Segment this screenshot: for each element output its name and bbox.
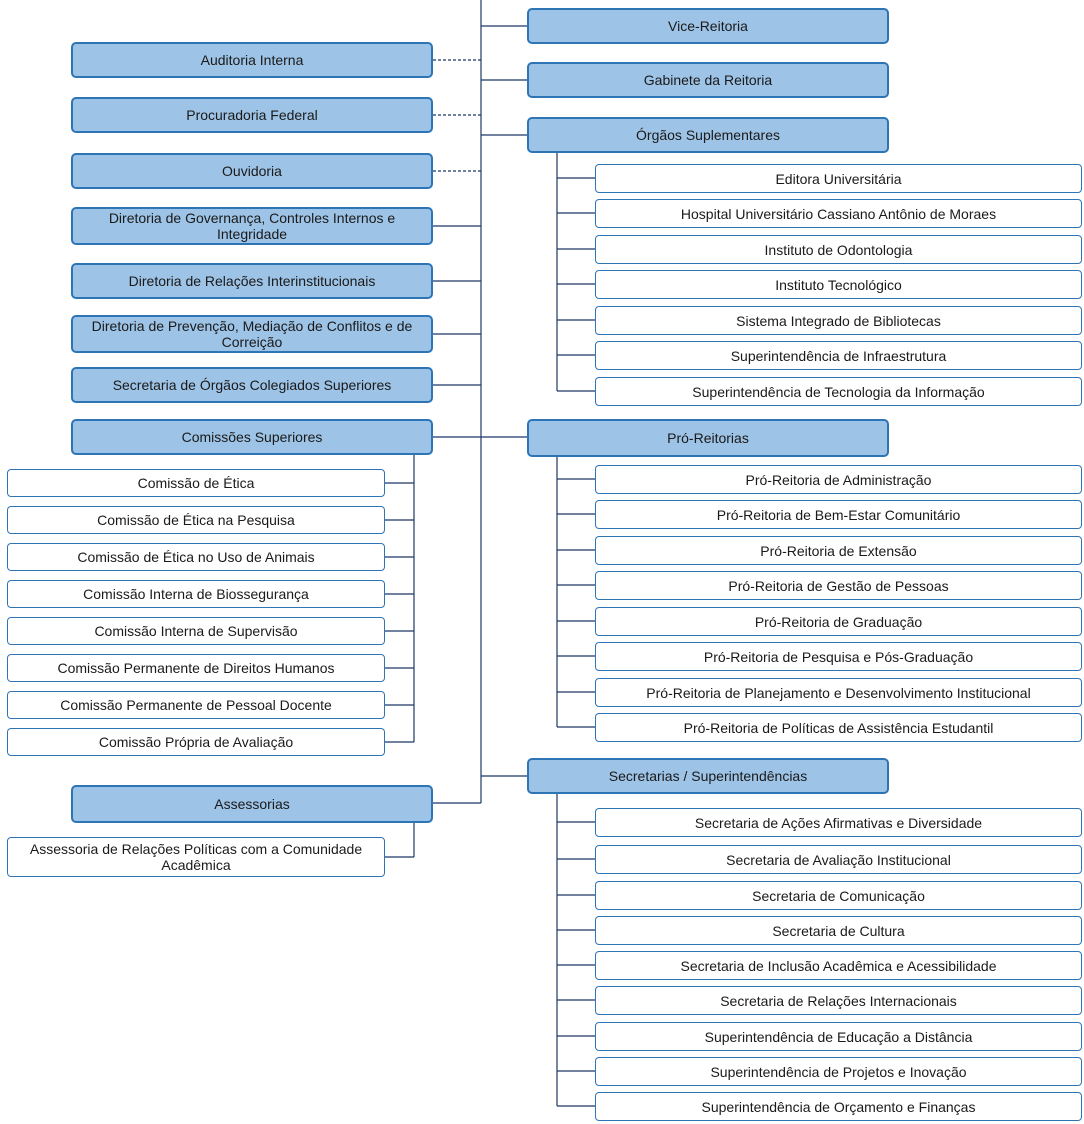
- orgaos-box[interactable]: [527, 117, 889, 153]
- secretaria-item-label: Superintendência de Projetos e Inovação: [710, 1063, 967, 1080]
- secretaria-item-4[interactable]: [595, 951, 1082, 980]
- pro-reitoria-item-4[interactable]: [595, 607, 1082, 636]
- secretaria-item-label: Superintendência de Orçamento e Finanças: [701, 1098, 976, 1115]
- pro-reitoria-item-0[interactable]: [595, 465, 1082, 494]
- assessorias-label: Assessorias: [214, 796, 290, 812]
- orgao-item-label: Editora Universitária: [775, 170, 902, 187]
- pro-reitoria-item-6[interactable]: [595, 678, 1082, 707]
- orgao-item-label: Superintendência de Infraestrutura: [730, 347, 947, 364]
- orgao-item-0[interactable]: [595, 164, 1082, 193]
- pro-reitoria-item-7[interactable]: [595, 713, 1082, 742]
- orgao-item-label: Instituto de Odontologia: [764, 241, 913, 258]
- orgao-item-5[interactable]: [595, 341, 1082, 370]
- comissao-item-6[interactable]: [7, 691, 385, 719]
- ouvidoria-box[interactable]: [71, 153, 433, 189]
- secretaria-item-2[interactable]: [595, 881, 1082, 910]
- auditoria-box[interactable]: [71, 42, 433, 78]
- comissao-item-1[interactable]: [7, 506, 385, 534]
- assessorias-box[interactable]: [71, 785, 433, 823]
- comissao-item-label: Comissão Própria de Avaliação: [98, 734, 294, 750]
- orgao-item-6[interactable]: [595, 377, 1082, 406]
- ouvidoria-label: Ouvidoria: [222, 163, 282, 179]
- gabinete-label: Gabinete da Reitoria: [643, 72, 773, 88]
- pro-reitoria-item-5[interactable]: [595, 642, 1082, 671]
- comissao-item-label: Comissão Permanente de Direitos Humanos: [57, 660, 335, 676]
- dir-relacoes-box[interactable]: [71, 263, 433, 299]
- pro-reitorias-box[interactable]: [527, 419, 889, 457]
- secretaria-item-label: Secretaria de Cultura: [772, 922, 905, 939]
- secretaria-item-6[interactable]: [595, 1022, 1082, 1051]
- comissao-item-label: Comissão de Ética no Uso de Animais: [77, 549, 315, 565]
- pro-reitoria-item-label: Pró-Reitoria de Administração: [745, 471, 932, 488]
- secretaria-item-3[interactable]: [595, 916, 1082, 945]
- pro-reitoria-item-label: Pró-Reitoria de Políticas de Assistência Estudantil: [683, 719, 994, 736]
- comissao-item-4[interactable]: [7, 617, 385, 645]
- comissao-item-label: Comissão de Ética na Pesquisa: [97, 512, 295, 528]
- orgao-item-4[interactable]: [595, 306, 1082, 335]
- secretaria-item-7[interactable]: [595, 1057, 1082, 1086]
- secretaria-colegiados-label: Secretaria de Órgãos Colegiados Superiores: [112, 377, 392, 393]
- vice-reitoria-label: Vice-Reitoria: [668, 18, 748, 34]
- secretaria-item-label: Secretaria de Ações Afirmativas e Diversidade: [694, 814, 983, 831]
- procuradoria-label: Procuradoria Federal: [186, 107, 318, 123]
- comissao-item-label: Comissão Interna de Biossegurança: [83, 586, 309, 602]
- secretaria-colegiados-box[interactable]: [71, 367, 433, 403]
- pro-reitoria-item-3[interactable]: [595, 571, 1082, 600]
- orgao-item-3[interactable]: [595, 270, 1082, 299]
- secretaria-item-label: Superintendência de Educação a Distância: [704, 1028, 973, 1045]
- pro-reitoria-item-label: Pró-Reitoria de Pesquisa e Pós-Graduação: [703, 648, 974, 665]
- secretaria-item-5[interactable]: [595, 986, 1082, 1015]
- secretarias-label: Secretarias / Superintendências: [608, 768, 808, 784]
- dir-prevencao-label: Diretoria de Prevenção, Mediação de Conflitos e de Correição: [91, 318, 413, 350]
- secretaria-item-0[interactable]: [595, 808, 1082, 837]
- secretarias-box[interactable]: [527, 758, 889, 794]
- assessoria-item-label: Assessoria de Relações Políticas com a Comunidade Acadêmica: [29, 841, 363, 873]
- secretaria-item-label: Secretaria de Relações Internacionais: [720, 992, 957, 1009]
- orgaos-label: Órgãos Suplementares: [636, 127, 780, 143]
- comissao-item-label: Comissão Permanente de Pessoal Docente: [60, 697, 332, 713]
- secretaria-item-8[interactable]: [595, 1092, 1082, 1121]
- secretaria-item-label: Secretaria de Inclusão Acadêmica e Acessibilidade: [680, 957, 997, 974]
- comissao-item-7[interactable]: [7, 728, 385, 756]
- dir-governanca-label: Diretoria de Governança, Controles Internos e Integridade: [108, 210, 396, 242]
- orgao-item-label: Hospital Universitário Cassiano Antônio de Moraes: [680, 205, 997, 222]
- pro-reitoria-item-label: Pró-Reitoria de Extensão: [760, 542, 917, 559]
- pro-reitoria-item-label: Pró-Reitoria de Gestão de Pessoas: [728, 577, 949, 594]
- comissoes-box[interactable]: [71, 419, 433, 455]
- secretaria-item-label: Secretaria de Avaliação Institucional: [726, 851, 951, 868]
- orgao-item-2[interactable]: [595, 235, 1082, 264]
- pro-reitorias-label: Pró-Reitorias: [667, 430, 749, 446]
- comissao-item-label: Comissão de Ética: [137, 475, 255, 491]
- pro-reitoria-item-2[interactable]: [595, 536, 1082, 565]
- comissoes-label: Comissões Superiores: [181, 429, 323, 445]
- secretaria-item-label: Secretaria de Comunicação: [752, 887, 925, 904]
- vice-reitoria-box[interactable]: [527, 8, 889, 44]
- dir-governanca-box[interactable]: [71, 207, 433, 245]
- dir-prevencao-box[interactable]: [71, 315, 433, 353]
- procuradoria-box[interactable]: [71, 97, 433, 133]
- comissao-item-label: Comissão Interna de Supervisão: [94, 623, 298, 639]
- pro-reitoria-item-label: Pró-Reitoria de Graduação: [754, 613, 923, 630]
- comissao-item-0[interactable]: [7, 469, 385, 497]
- pro-reitoria-item-1[interactable]: [595, 500, 1082, 529]
- orgao-item-label: Superintendência de Tecnologia da Informação: [692, 383, 985, 400]
- comissao-item-3[interactable]: [7, 580, 385, 608]
- comissao-item-2[interactable]: [7, 543, 385, 571]
- dir-relacoes-label: Diretoria de Relações Interinstitucionais: [128, 273, 376, 289]
- gabinete-box[interactable]: [527, 62, 889, 98]
- secretaria-item-1[interactable]: [595, 845, 1082, 874]
- auditoria-label: Auditoria Interna: [200, 52, 304, 68]
- orgao-item-1[interactable]: [595, 199, 1082, 228]
- orgao-item-label: Instituto Tecnológico: [775, 276, 902, 293]
- pro-reitoria-item-label: Pró-Reitoria de Planejamento e Desenvolvimento Institucional: [646, 684, 1031, 701]
- pro-reitoria-item-label: Pró-Reitoria de Bem-Estar Comunitário: [716, 506, 961, 523]
- assessoria-item-0[interactable]: [7, 837, 385, 877]
- comissao-item-5[interactable]: [7, 654, 385, 682]
- orgao-item-label: Sistema Integrado de Bibliotecas: [736, 312, 941, 329]
